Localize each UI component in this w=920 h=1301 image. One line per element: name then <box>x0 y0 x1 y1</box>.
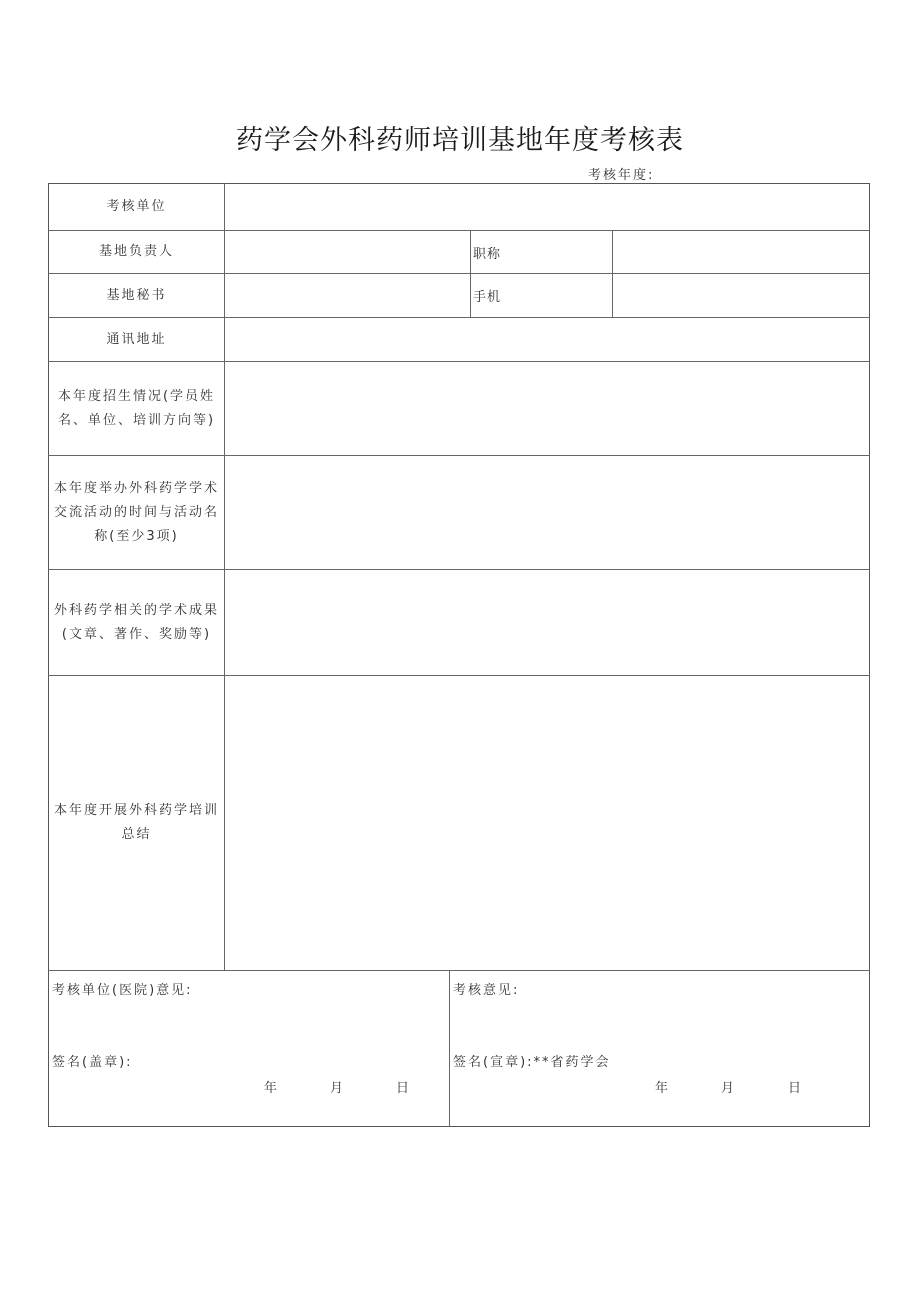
enrollment-field[interactable] <box>225 362 869 455</box>
opinion-column-divider <box>449 970 450 1127</box>
phone-field[interactable] <box>613 274 869 317</box>
address-label: 通讯地址 <box>106 331 167 347</box>
review-opinion-label: 考核意见: <box>453 983 520 998</box>
review-date-year: 年 <box>655 1081 671 1096</box>
secretary-label: 基地秘书 <box>106 287 167 303</box>
address-field[interactable] <box>225 318 869 361</box>
hospital-signature-label: 签名(盖章): <box>52 1055 133 1070</box>
review-date-month: 月 <box>721 1081 737 1096</box>
summary-label: 本年度开展外科药学培训总结 <box>53 803 219 842</box>
director-label: 基地负责人 <box>98 244 174 259</box>
achievements-label: 外科药学相关的学术成果(文章、著作、奖励等) <box>53 602 219 642</box>
hospital-opinion-label: 考核单位(医院)意见: <box>52 983 193 998</box>
activities-field[interactable] <box>225 456 869 569</box>
review-date-day: 日 <box>788 1081 804 1096</box>
assessment-year-label: 考核年度: <box>588 168 655 183</box>
achievements-field[interactable] <box>225 570 869 675</box>
hospital-date-day: 日 <box>396 1081 412 1096</box>
review-signature-label: 签名(宣章):**省药学会 <box>453 1055 611 1070</box>
director-field[interactable] <box>225 231 470 273</box>
enrollment-label: 本年度招生情况(学员姓名、单位、培训方向等) <box>57 388 216 428</box>
form-title: 药学会外科药师培训基地年度考核表 <box>236 125 684 156</box>
summary-field[interactable] <box>225 676 869 970</box>
row-divider <box>48 970 870 971</box>
column-divider <box>470 230 471 317</box>
secretary-field[interactable] <box>225 274 470 317</box>
job-title-field[interactable] <box>613 231 869 273</box>
phone-label: 手机 <box>473 290 502 305</box>
activities-label: 本年度举办外科药学学术交流活动的时间与活动名称(至少3项) <box>53 480 219 544</box>
hospital-date-month: 月 <box>330 1081 346 1096</box>
unit-field[interactable] <box>225 184 869 230</box>
job-title-label: 职称 <box>473 246 502 262</box>
hospital-date-year: 年 <box>264 1081 280 1096</box>
unit-label: 考核单位 <box>106 199 167 214</box>
